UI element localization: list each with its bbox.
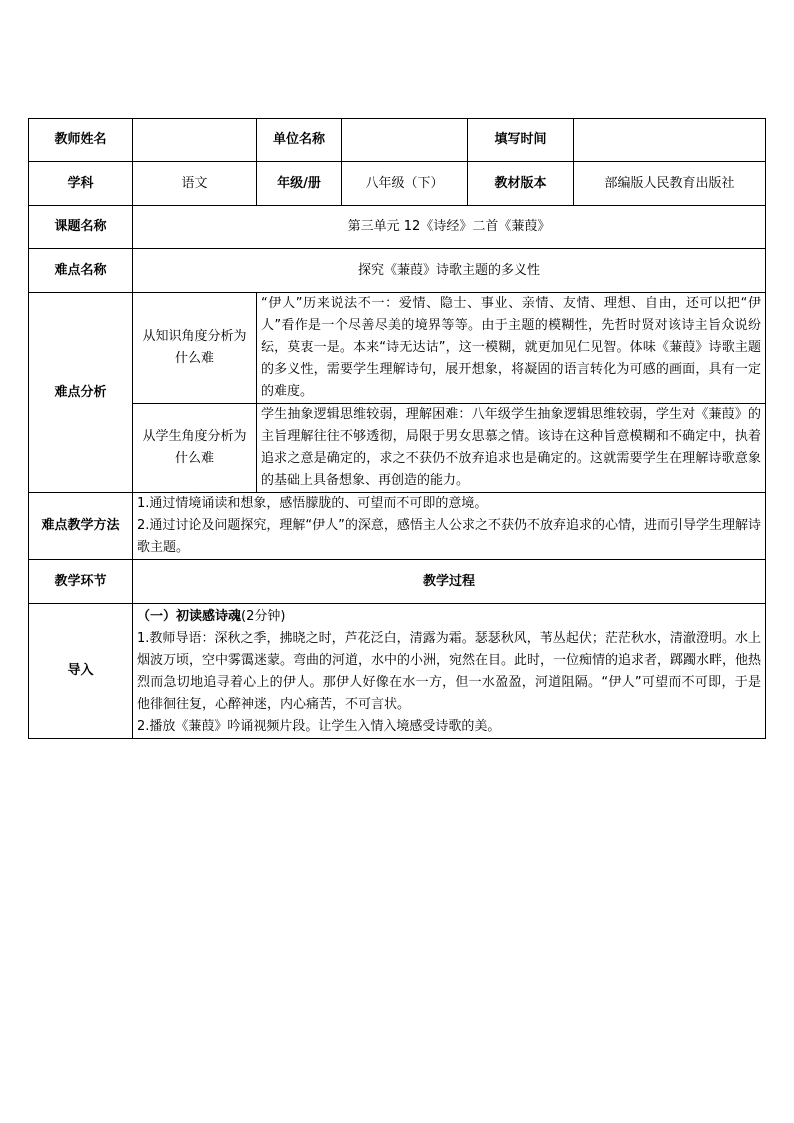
teacher-name-label: 教师姓名 <box>29 119 133 162</box>
intro-heading-title: （一）初读感诗魂 <box>137 609 242 624</box>
difficulty-name-value: 探究《蒹葭》诗歌主题的多义性 <box>133 249 766 293</box>
difficulty-name-label: 难点名称 <box>29 249 133 293</box>
method-line-1: 1.通过情境诵读和想象，感悟朦胧的、可望而不可即的意境。 <box>137 496 488 511</box>
lesson-title-label: 课题名称 <box>29 206 133 249</box>
subject-value: 语文 <box>133 162 257 206</box>
unit-name-value <box>342 119 468 162</box>
teaching-method-text <box>133 493 766 560</box>
fill-date-label: 填写时间 <box>468 119 574 162</box>
table-row <box>29 604 766 739</box>
table-row <box>29 293 766 404</box>
teaching-process-header: 教学过程 <box>133 560 766 604</box>
difficulty-analysis-label: 难点分析 <box>29 293 133 493</box>
intro-content <box>133 604 766 739</box>
table-row <box>29 206 766 249</box>
intro-paragraph-2: 2.播放《蒹葭》吟诵视频片段。让学生入情入境感受诗歌的美。 <box>137 719 501 734</box>
grade-label: 年级/册 <box>257 162 342 206</box>
intro-stage-label: 导入 <box>29 604 133 739</box>
intro-heading-time: (2分钟) <box>241 609 286 624</box>
table-row <box>29 404 766 493</box>
edition-label: 教材版本 <box>468 162 574 206</box>
unit-name-label: 单位名称 <box>257 119 342 162</box>
table-row <box>29 249 766 293</box>
table-row <box>29 493 766 560</box>
teaching-method-label: 难点教学方法 <box>29 493 133 560</box>
table-row <box>29 162 766 206</box>
method-line-2: 2.通过讨论及问题探究，理解“伊人”的深意，感悟主人公求之不获仍不放弃追求的心情，进而引导学生理解诗歌主题。 <box>137 518 761 555</box>
table-row <box>29 119 766 162</box>
student-angle-label: 从学生角度分析为什么难 <box>133 404 257 493</box>
lesson-title-value: 第三单元 12《诗经》二首《蒹葭》 <box>133 206 766 249</box>
teacher-name-value <box>133 119 257 162</box>
fill-date-value <box>574 119 766 162</box>
subject-label: 学科 <box>29 162 133 206</box>
edition-value: 部编版人民教育出版社 <box>574 162 766 206</box>
student-angle-text: 学生抽象逻辑思维较弱，理解困难：八年级学生抽象逻辑思维较弱，学生对《蒹葭》的主旨理解往往不够透彻，局限于男女思慕之情。该诗在这种旨意模糊和不确定中，执着追求之意是确定的，求之不获仍不放弃追求也是确定的。这就需要学生在理解诗歌意象的基础上具备想象、再创造的能力。 <box>257 404 766 493</box>
lesson-plan-sheet <box>28 118 765 739</box>
knowledge-angle-text: “伊人”历来说法不一：爱情、隐士、事业、亲情、友情、理想、自由，还可以把“伊人”看作是一个尽善尽美的境界等等。由于主题的模糊性，先哲时贤对该诗主旨众说纷纭，莫衷一是。本来“诗无达诂”，这一模糊，就更加见仁见智。体味《蒹葭》诗歌主题的多义性，需要学生理解诗句，展开想象，将凝固的语言转化为可感的画面，具有一定的难度。 <box>257 293 766 404</box>
knowledge-angle-label: 从知识角度分析为什么难 <box>133 293 257 404</box>
teaching-stage-header: 教学环节 <box>29 560 133 604</box>
lesson-plan-table <box>28 118 766 739</box>
grade-value: 八年级（下） <box>342 162 468 206</box>
table-row <box>29 560 766 604</box>
intro-heading <box>137 606 761 628</box>
intro-paragraph-1: 1.教师导语：深秋之季，拂晓之时，芦花泛白，清露为霜。瑟瑟秋风，苇丛起伏；茫茫秋水，清澈澄明。水上烟波万顷，空中雾霭迷蒙。弯曲的河道，水中的小洲，宛然在目。此时，一位痴情的追求者，踯躅水畔，他热烈而急切地追寻着心上的伊人。那伊人好像在水一方，但一水盈盈，河道阻隔。“伊人”可望而不可即，于是他徘徊往复，心醉神迷，内心痛苦，不可言状。 <box>137 631 762 712</box>
